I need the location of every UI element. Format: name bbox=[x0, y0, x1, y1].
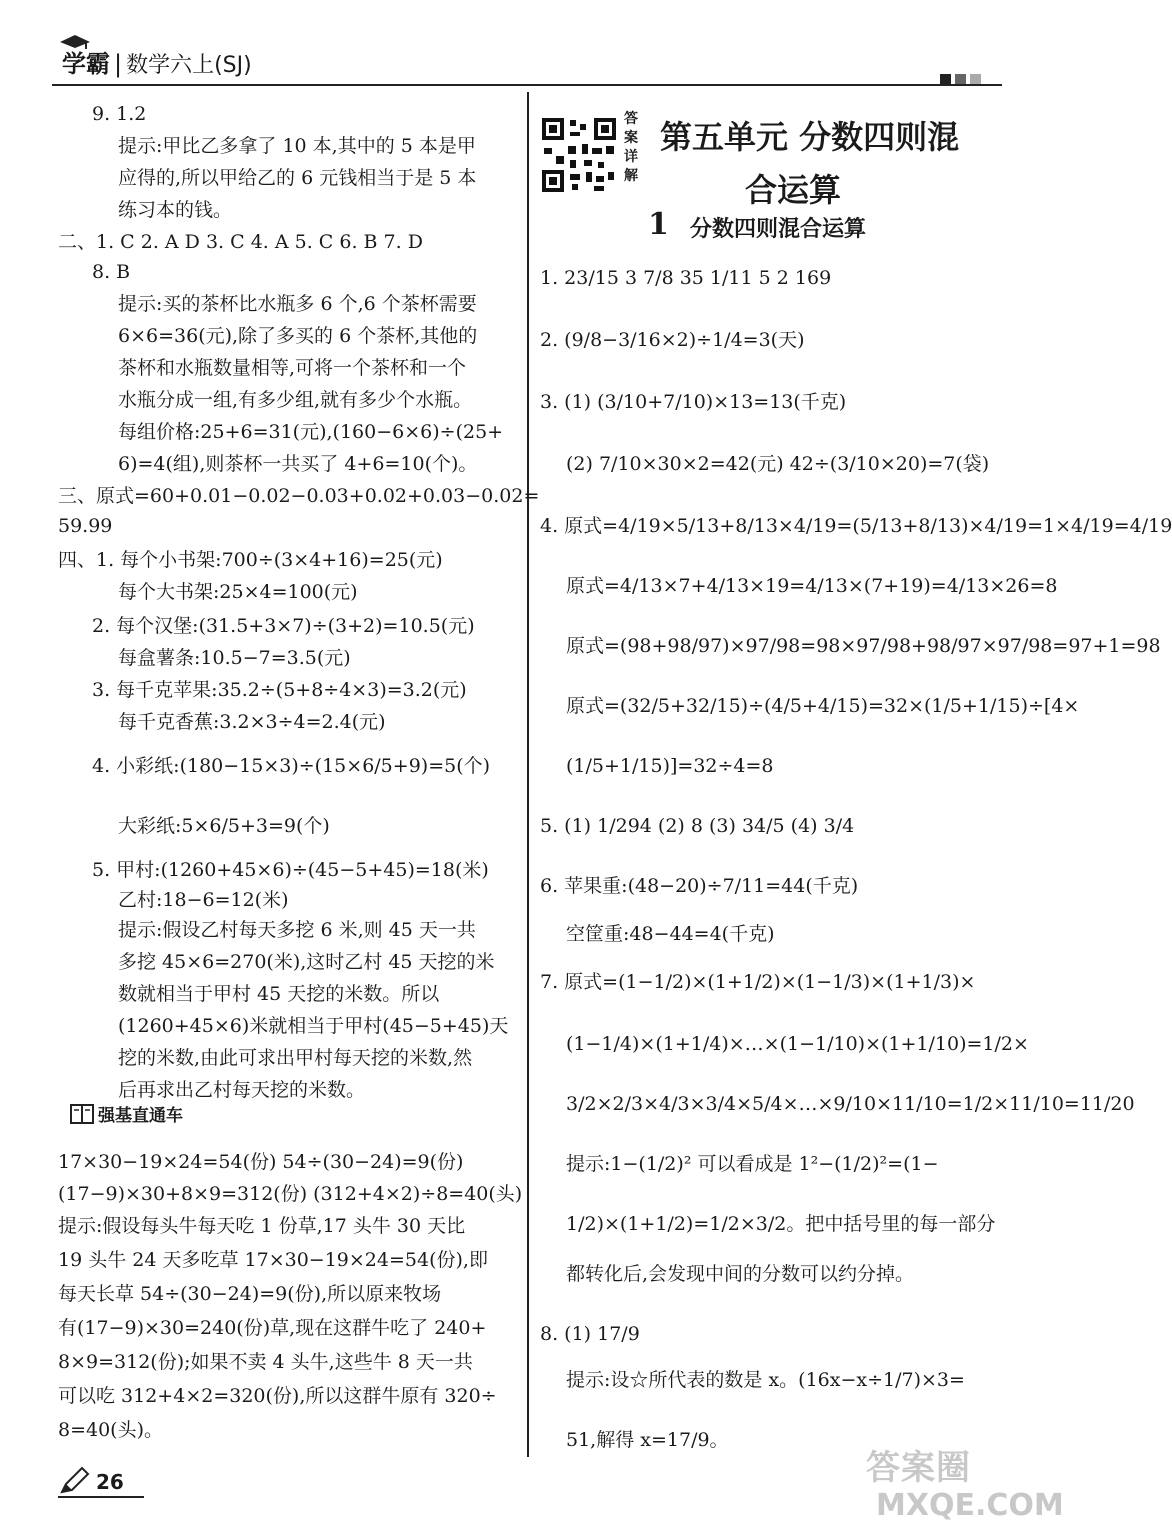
qr-code-icon bbox=[540, 116, 618, 194]
answer-line: 大彩纸:5×6/5+3=9(个) bbox=[118, 815, 330, 837]
brand-name: 学霸 bbox=[62, 50, 110, 78]
answer-line: 空筐重:48−44=4(千克) bbox=[566, 923, 775, 945]
header-logo bbox=[62, 44, 252, 79]
answer-line: 1. 23/15 3 7/8 35 1/11 5 2 169 bbox=[540, 267, 832, 289]
section-title: 分数四则混合运算 bbox=[690, 217, 867, 242]
hint-line: 提示:买的茶杯比水瓶多 6 个,6 个茶杯需要 bbox=[118, 293, 477, 315]
answer-line: 5. 甲村:(1260+45×6)÷(45−5+45)=18(米) bbox=[92, 859, 489, 881]
answer-line: 3. 每千克苹果:35.2÷(5+8÷4×3)=3.2(元) bbox=[92, 679, 467, 701]
hint-line: 19 头牛 24 天多吃草 17×30−19×24=54(份),即 bbox=[58, 1249, 488, 1271]
answer-line: 8. (1) 17/9 bbox=[540, 1323, 640, 1345]
hint-line: 每天长草 54÷(30−24)=9(份),所以原来牧场 bbox=[58, 1283, 442, 1305]
answer-line: 3/2×2/3×4/3×3/4×5/4×…×9/10×11/10=1/2×11/10=11/20 bbox=[566, 1093, 1135, 1115]
hint-line: 6)=4(组),则茶杯一共买了 4+6=10(个)。 bbox=[118, 453, 478, 475]
hint-line: 多挖 45×6=270(米),这时乙村 45 天挖的米 bbox=[118, 951, 495, 973]
answer-line: 3. (1) (3/10+7/10)×13=13(千克) bbox=[540, 391, 847, 413]
header-rule bbox=[52, 84, 1002, 86]
watermark: 答案圈 bbox=[866, 1448, 971, 1488]
hint-line: 水瓶分成一组,有多少组,就有多少个水瓶。 bbox=[118, 389, 473, 411]
section-number: 1 bbox=[648, 207, 669, 242]
answer-line: 2. 每个汉堡:(31.5+3×7)÷(3+2)=10.5(元) bbox=[92, 615, 475, 637]
unit-title-continued: 合运算 bbox=[745, 171, 842, 209]
unit-title: 第五单元 分数四则混 bbox=[660, 118, 960, 156]
hint-line: 1/2)×(1+1/2)=1/2×3/2。把中括号里的每一部分 bbox=[566, 1213, 996, 1235]
hint-line: 都转化后,会发现中间的分数可以约分掉。 bbox=[566, 1263, 915, 1285]
answer-line: 每个大书架:25×4=100(元) bbox=[118, 581, 358, 603]
hint-line: 6×6=36(元),除了多买的 6 个茶杯,其他的 bbox=[118, 325, 478, 347]
hint-line: 练习本的钱。 bbox=[118, 199, 233, 221]
answer-line: 原式=4/13×7+4/13×19=4/13×(7+19)=4/13×26=8 bbox=[566, 575, 1058, 597]
hint-line: (1260+45×6)米就相当于甲村(45−5+45)天 bbox=[118, 1015, 509, 1037]
hint-line: 8=40(头)。 bbox=[58, 1419, 164, 1441]
column-divider bbox=[527, 92, 529, 1457]
answer-line: 2. (9/8−3/16×2)÷1/4=3(天) bbox=[540, 329, 805, 351]
hint-line: 后再求出乙村每天挖的米数。 bbox=[118, 1079, 366, 1101]
answer-line: 原式=(98+98/97)×97/98=98×97/98+98/97×97/98=97+1=98 bbox=[566, 635, 1161, 657]
hint-line: 提示:1−(1/2)² 可以看成是 1²−(1/2)²=(1− bbox=[566, 1153, 939, 1175]
hint-line: 应得的,所以甲给乙的 6 元钱相当于是 5 本 bbox=[118, 167, 477, 189]
page-number: 26 bbox=[96, 1470, 124, 1494]
footer-rule bbox=[58, 1496, 144, 1498]
hint-line: 挖的米数,由此可求出甲村每天挖的米数,然 bbox=[118, 1047, 473, 1069]
hint-line: 数就相当于甲村 45 天挖的米数。所以 bbox=[118, 983, 440, 1005]
answer-line: 4. 原式=4/19×5/13+8/13×4/19=(5/13+8/13)×4/19=1×4/19=4/19 bbox=[540, 515, 1172, 537]
hint-line: 有(17−9)×30=240(份)草,现在这群牛吃了 240+ bbox=[58, 1317, 487, 1339]
answer-line: 7. 原式=(1−1/2)×(1+1/2)×(1−1/3)×(1+1/3)× bbox=[540, 971, 976, 993]
answer-line: 每千克香蕉:3.2×3÷4=2.4(元) bbox=[118, 711, 386, 733]
hint-line: 提示:甲比乙多拿了 10 本,其中的 5 本是甲 bbox=[118, 135, 476, 157]
watermark-url: MXQE.COM bbox=[876, 1488, 1064, 1523]
answer-line: 乙村:18−6=12(米) bbox=[118, 889, 289, 911]
hint-line: 51,解得 x=17/9。 bbox=[566, 1429, 729, 1451]
answer-line: (1−1/4)×(1+1/4)×…×(1−1/10)×(1+1/10)=1/2× bbox=[566, 1033, 1029, 1055]
header-separator: | bbox=[114, 50, 123, 78]
answer-line: 每盒薯条:10.5−7=3.5(元) bbox=[118, 647, 351, 669]
pencil-icon bbox=[58, 1466, 90, 1496]
answer-line: 5. (1) 1/294 (2) 8 (3) 34/5 (4) 3/4 bbox=[540, 815, 855, 837]
section-heading: 强基直通车 bbox=[98, 1106, 183, 1126]
book-subject: 数学六上(SJ) bbox=[126, 53, 252, 78]
answer-line: 原式=(32/5+32/15)÷(4/5+4/15)=32×(1/5+1/15)÷[4× bbox=[566, 695, 1080, 717]
answer-line: (2) 7/10×30×2=42(元) 42÷(3/10×20)=7(袋) bbox=[566, 453, 990, 475]
answer-line: 四、1. 每个小书架:700÷(3×4+16)=25(元) bbox=[58, 549, 443, 571]
answer-line: 三、原式=60+0.01−0.02−0.03+0.02+0.03−0.02= bbox=[58, 485, 540, 507]
qr-tag: 答 案 详 解 bbox=[624, 111, 638, 184]
answer-line: 8. B bbox=[92, 261, 131, 283]
answer-line: 二、1. C 2. A D 3. C 4. A 5. C 6. B 7. D bbox=[58, 231, 423, 253]
hint-line: 每组价格:25+6=31(元),(160−6×6)÷(25+ bbox=[118, 421, 504, 443]
hint-line: 提示:设☆所代表的数是 x。(16x−x÷1/7)×3= bbox=[566, 1369, 965, 1391]
answer-line: 9. 1.2 bbox=[92, 103, 147, 125]
book-icon bbox=[70, 1103, 94, 1125]
hint-line: 提示:假设乙村每天多挖 6 米,则 45 天一共 bbox=[118, 919, 476, 941]
hint-line: 提示:假设每头牛每天吃 1 份草,17 头牛 30 天比 bbox=[58, 1215, 466, 1237]
answer-line: 6. 苹果重:(48−20)÷7/11=44(千克) bbox=[540, 875, 859, 897]
answer-line: 4. 小彩纸:(180−15×3)÷(15×6/5+9)=5(个) bbox=[92, 755, 491, 777]
hint-line: 茶杯和水瓶数量相等,可将一个茶杯和一个 bbox=[118, 357, 467, 379]
answer-line: (17−9)×30+8×9=312(份) (312+4×2)÷8=40(头) bbox=[58, 1183, 523, 1205]
hint-line: 8×9=312(份);如果不卖 4 头牛,这些牛 8 天一共 bbox=[58, 1351, 473, 1373]
answer-line: 17×30−19×24=54(份) 54÷(30−24)=9(份) bbox=[58, 1151, 464, 1173]
answer-line: 59.99 bbox=[58, 515, 113, 537]
hint-line: 可以吃 312+4×2=320(份),所以这群牛原有 320÷ bbox=[58, 1385, 497, 1407]
page-header bbox=[52, 34, 1002, 88]
answer-line: (1/5+1/15)]=32÷4=8 bbox=[566, 755, 774, 777]
